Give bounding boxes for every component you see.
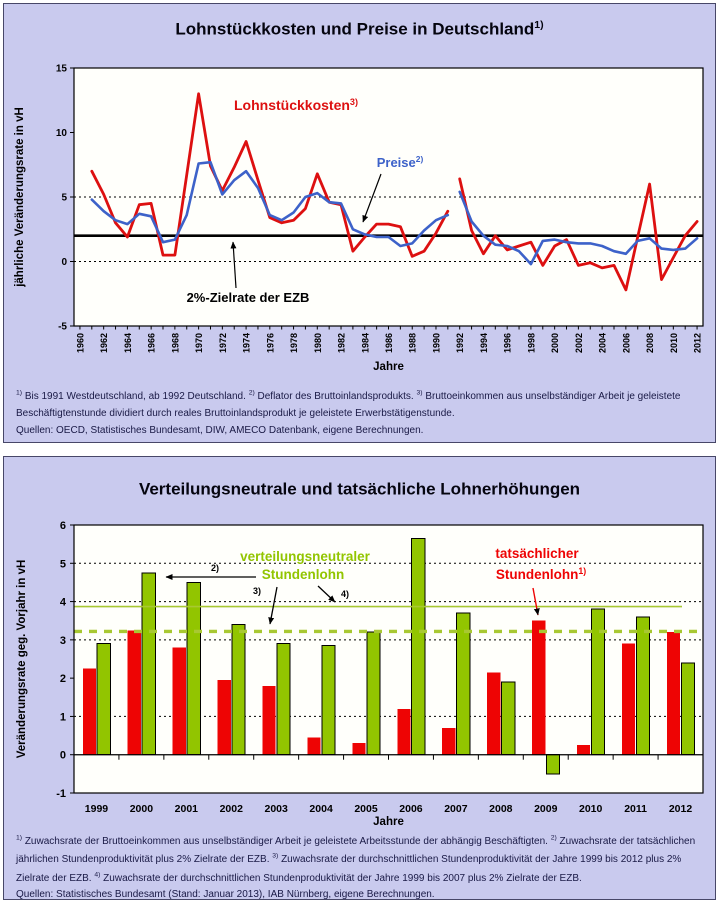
chart1-title-text: Lohnstückkosten und Preise in Deutschland — [175, 19, 535, 39]
y-axis-title: jährliche Veränderungsrate in vH — [14, 107, 26, 287]
ecb-target-label: 2%-Zielrate der EZB — [186, 290, 310, 305]
bar-actual-2007 — [442, 728, 455, 755]
x-tick-label: 2008 — [489, 803, 513, 815]
bar-actual-2012 — [667, 632, 680, 755]
x-tick-label: 2009 — [534, 803, 558, 815]
marker-4: 4) — [340, 589, 350, 599]
x-tick-label: 1974 — [241, 333, 252, 354]
x-tick-label: 1982 — [336, 333, 347, 354]
bar-neutral-2003 — [277, 644, 290, 755]
y-axis-title: Veränderungsrate geg. Vorjahr in vH — [16, 559, 28, 759]
x-tick-label: 2005 — [354, 803, 378, 815]
bar-actual-2006 — [397, 709, 410, 755]
y-tick-label: 0 — [59, 749, 66, 762]
x-tick-label: 1996 — [502, 333, 513, 354]
y-tick-label: 5 — [61, 192, 67, 204]
x-tick-label: 1990 — [431, 333, 442, 354]
chart1-footnote — [16, 388, 708, 440]
x-tick-label: 1988 — [407, 333, 418, 354]
x-tick-label: 2007 — [444, 803, 468, 815]
marker-3: 3) — [252, 586, 262, 596]
chart1-sources: Quellen: OECD, Statistisches Bundesamt, DIW, AMECO Datenbank, eigene Berechnungen. — [16, 424, 424, 436]
x-tick-label: 1984 — [360, 333, 371, 354]
bar-neutral-2005 — [367, 632, 380, 755]
bottom-chart-panel — [3, 456, 716, 900]
footnote-sup: 2) — [248, 390, 255, 397]
footnote-sup: 1) — [16, 390, 23, 397]
top-chart-panel — [3, 3, 716, 443]
footnote-sup: 1) — [16, 835, 23, 842]
x-tick-label: 2006 — [621, 333, 632, 354]
bar-actual-2001 — [173, 648, 186, 755]
x-tick-label: 1999 — [84, 803, 109, 815]
x-tick-label: 1972 — [217, 333, 228, 354]
footnote-segment: Zuwachsrate der durchschnittlichen Stundenproduktivität der Jahre 1999 bis 2012 plus 2% Zielrate der EZB. — [16, 854, 682, 884]
x-tick-label: 2002 — [573, 333, 584, 354]
preise-label: Preise$^{2)}$ — [376, 154, 424, 170]
x-tick-label: 1980 — [312, 333, 323, 354]
chart1-title-sup: 1) — [534, 19, 544, 31]
y-axis — [56, 64, 74, 333]
footnote-sup: 3) — [416, 390, 423, 397]
x-axis-ticks — [75, 326, 702, 353]
bar-actual-2004 — [307, 737, 320, 754]
x-tick-label: 2010 — [668, 333, 679, 354]
footnote-sup: 3) — [272, 853, 279, 861]
bar-neutral-2011 — [636, 617, 649, 755]
bar-neutral-1999 — [97, 644, 110, 755]
neutral-wage-label-line2: Stundenlohn — [261, 567, 345, 582]
x-tick-label: 2002 — [219, 803, 243, 815]
x-tick-label: 2003 — [264, 803, 288, 815]
x-tick-label: 2004 — [597, 333, 608, 354]
footnote-segment: Zuwachsrate der Bruttoeinkommen aus unselbständiger Arbeit je geleistete Arbeitsstunde der abhängig Beschäftigten. — [22, 836, 551, 848]
x-tick-label: 2011 — [624, 803, 647, 815]
chart2-title-text: Verteilungsneutrale und tatsächliche Lohnerhöhungen — [138, 479, 581, 499]
footnote-sup: 4) — [94, 871, 101, 879]
footnote-sup: 2) — [550, 835, 557, 842]
x-tick-label: 1964 — [122, 333, 133, 354]
y-tick-label: 0 — [61, 257, 67, 268]
x-axis-title: Jahre — [373, 816, 404, 828]
x-tick-label: 2001 — [174, 803, 199, 815]
y-tick-label: 6 — [59, 520, 66, 532]
chart2-footnote-text — [16, 836, 695, 883]
y-axis — [56, 520, 74, 800]
bar-neutral-2009 — [547, 755, 560, 774]
lohnstueckkosten-label: Lohnstückkosten$^{3)}$ — [234, 97, 358, 113]
y-tick-label: 2 — [59, 673, 66, 686]
bar-neutral-2006 — [412, 538, 425, 754]
x-tick-label: 1994 — [478, 333, 489, 354]
bar-neutral-2012 — [681, 663, 694, 755]
x-tick-label: 2012 — [692, 333, 703, 354]
neutral-wage-label-line1: verteilungsneutraler — [240, 549, 370, 564]
y-tick-label: 3 — [59, 634, 66, 647]
chart2-sources: Quellen: Statistisches Bundesamt (Stand: Januar 2013), IAB Nürnberg, eigene Berechnungen. — [16, 889, 435, 901]
chart2-footnote — [16, 833, 708, 901]
x-tick-label: 1970 — [194, 333, 205, 354]
x-tick-label: 1960 — [75, 333, 86, 354]
bar-neutral-2002 — [232, 625, 245, 755]
x-tick-label: 2012 — [668, 803, 693, 815]
chart1-footnote-text — [16, 391, 680, 419]
x-tick-label: 1966 — [146, 333, 157, 354]
footnote-segment: Bis 1991 Westdeutschland, ab 1992 Deutschland. — [22, 391, 249, 403]
x-tick-label: 1976 — [265, 333, 276, 354]
wage-increases-bar-chart — [4, 457, 715, 831]
y-tick-label: 4 — [59, 596, 66, 609]
actual-wage-label-line2: Stundenlohn$^{1)}$ — [495, 566, 587, 582]
plot-area — [74, 525, 703, 793]
x-tick-label: 2004 — [309, 803, 333, 815]
y-tick-label: 5 — [59, 558, 66, 571]
footnote-segment: Zuwachsrate der durchschnittlichen Stundenproduktivität der Jahre 1999 bis 2007 plus 2% Zielrate der EZB. — [100, 872, 582, 884]
x-axis-title: Jahre — [373, 361, 404, 373]
bar-actual-1999 — [83, 669, 96, 755]
x-tick-label: 2010 — [578, 803, 603, 815]
y-tick-label: 15 — [55, 63, 67, 75]
x-tick-label: 1968 — [170, 333, 181, 354]
footnote-segment: Deflator des Bruttoinlandsprodukts. — [254, 391, 417, 403]
y-tick-label: 1 — [59, 711, 66, 724]
bar-actual-2002 — [218, 680, 231, 755]
bar-actual-2010 — [577, 745, 590, 755]
y-tick-label: -1 — [56, 788, 66, 800]
x-tick-label: 2008 — [645, 333, 656, 354]
unit-labour-costs-prices-line-chart — [4, 4, 715, 386]
x-tick-label: 1998 — [526, 333, 537, 354]
bar-neutral-2000 — [142, 573, 155, 755]
bar-actual-2000 — [128, 630, 141, 754]
bar-neutral-2004 — [322, 646, 335, 755]
x-tick-label: 1962 — [99, 333, 110, 354]
bar-actual-2011 — [622, 644, 635, 755]
bar-actual-2003 — [263, 686, 276, 755]
bar-neutral-2008 — [502, 682, 515, 755]
plot-area — [74, 68, 703, 326]
x-tick-label: 2006 — [399, 803, 423, 815]
bar-neutral-2001 — [187, 582, 200, 754]
x-tick-label: 1978 — [289, 333, 300, 354]
y-tick-label: 10 — [55, 128, 67, 139]
bar-neutral-2007 — [457, 613, 470, 755]
actual-wage-label-line1: tatsächlicher — [495, 546, 579, 561]
bar-actual-2009 — [532, 621, 545, 755]
x-tick-label: 2000 — [129, 803, 154, 815]
x-tick-label: 1986 — [384, 333, 394, 354]
y-tick-label: -5 — [58, 321, 67, 333]
marker-2: 2) — [210, 563, 220, 573]
footnote-segment: Bruttoeinkommen aus unselbständiger Arbeit je geleistete Beschäftigtenstunde dividiert durch reales Bruttoinlandsprodukt je geleistete Erwerbstätigenstunde. — [16, 391, 681, 420]
x-tick-label: 1992 — [455, 333, 466, 354]
x-tick-label: 2000 — [550, 333, 561, 354]
footnote-segment: Zuwachsrate der tatsächlichen jährlichen Stundenproduktivität plus 2% Zielrate der EZB. — [16, 836, 696, 866]
bar-actual-2005 — [352, 743, 365, 754]
bar-actual-2008 — [487, 672, 500, 754]
